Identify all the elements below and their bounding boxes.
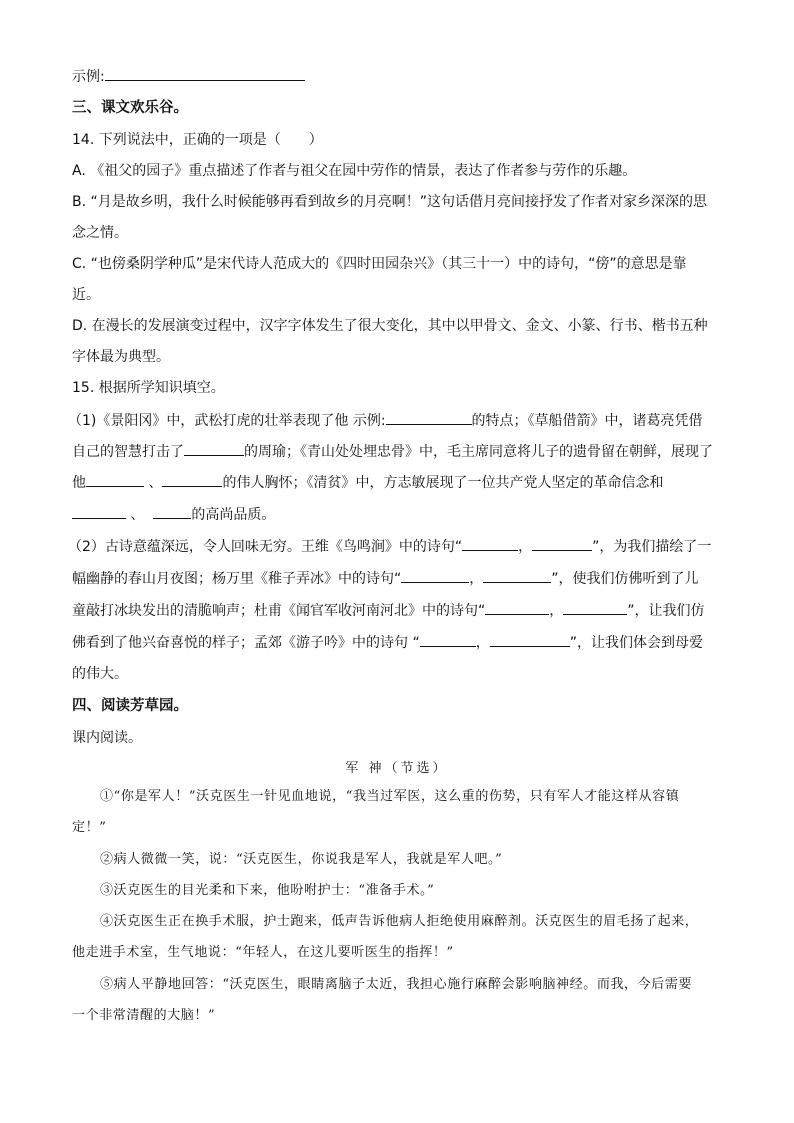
passage-paragraph-3: ③沃克医生的目光柔和下来，他吩咐护士：“准备手术。” <box>100 883 435 898</box>
passage-paragraph-4: ④沃克医生正在换手术服，护士跑来，低声告诉他病人拒绝使用麻醉剂。沃克医生的眉毛扬了起来， <box>100 914 699 929</box>
q14-stem: 14. 下列说法中，正确的一项是（ ） <box>72 132 323 148</box>
q15-text: ”，为我们描绘了一 <box>592 539 712 555</box>
answer-blank[interactable] <box>532 536 592 551</box>
q14-option-d: D. 在漫长的发展演变过程中，汉字字体发生了很大变化，其中以甲骨文、金文、小篆、行书、楷书五种 <box>72 318 708 334</box>
q15-text: 他 <box>72 475 86 491</box>
section-3-heading: 三、课文欢乐谷。 <box>72 100 188 116</box>
q15-part2-line2 <box>72 568 722 589</box>
passage-paragraph-5-cont: 一个非常清醒的大脑！” <box>72 1008 216 1023</box>
q15-text: ”，使我们仿佛听到了儿 <box>551 571 699 587</box>
q15-text: 、 <box>144 475 163 491</box>
q15-text: 佛看到了他兴奋喜悦的样子；孟郊《游子吟》中的诗句 “ <box>72 635 420 651</box>
answer-blank[interactable] <box>72 504 126 519</box>
answer-blank[interactable] <box>483 568 551 583</box>
q14-option-d-cont: 字体最为典型。 <box>72 349 170 365</box>
passage-title: 军 神（节选） <box>345 761 449 776</box>
q15-text: 的特点；《草船借箭》中，诸葛亮凭借 <box>471 413 703 429</box>
section-4-subheading: 课内阅读。 <box>72 730 142 746</box>
passage-paragraph-2: ②病人微微一笑，说：“沃克医生，你说我是军人，我就是军人吧。” <box>100 852 503 867</box>
q15-text: ， <box>518 539 533 555</box>
answer-blank[interactable] <box>420 632 476 647</box>
q15-text: （2）古诗意蕴深远，令人回味无穷。王维《鸟鸣涧》中的诗句“ <box>68 539 463 555</box>
q15-text: 自己的智慧打击了 <box>72 444 184 460</box>
q15-text: 的伟人胸怀；《清贫》中，方志敏展现了一位共产党人坚定的革命信念和 <box>222 475 664 491</box>
q15-text: ， <box>549 603 564 619</box>
answer-blank[interactable] <box>386 410 472 425</box>
answer-blank[interactable] <box>485 600 549 615</box>
q14-option-c-cont: 近。 <box>72 287 100 303</box>
passage-paragraph-5: ⑤病人平静地回答：“沃克医生，眼睛离脑子太近，我担心施行麻醉会影响脑神经。而我，今后需要 <box>100 977 693 992</box>
q14-option-a: A. 《祖父的园子》重点描述了作者与祖父在园中劳作的情景，表达了作者参与劳作的乐趣。 <box>72 163 637 179</box>
answer-blank[interactable] <box>401 568 469 583</box>
q14-option-c: C. “也傍桑阴学种瓜”是宋代诗人范成大的《四时田园杂兴》（其三十一）中的诗句，“傍”的意思是靠 <box>72 256 687 272</box>
q15-part1-line3 <box>72 472 722 493</box>
answer-blank[interactable] <box>490 632 570 647</box>
q15-text: ”，让我们体会到母爱 <box>569 635 703 651</box>
passage-paragraph-1-cont: 定！” <box>72 820 107 835</box>
section-4-heading: 四、阅读芳草园。 <box>72 698 188 714</box>
passage-paragraph-1: ①“你是军人！”沃克医生一针见血地说，“我当过军医，这么重的伤势，只有军人才能这样从容镇 <box>100 789 680 804</box>
q14-option-b: B. “月是故乡明，我什么时候能够再看到故乡的月亮啊！”这句话借月亮间接抒发了作者对家乡深深的思 <box>72 194 708 210</box>
q15-stem: 15. 根据所学知识填空。 <box>72 380 225 396</box>
q15-part2-line5: 的伟大。 <box>72 666 128 682</box>
answer-blank[interactable] <box>153 504 191 519</box>
answer-blank[interactable] <box>462 536 518 551</box>
answer-blank[interactable] <box>162 472 222 487</box>
q15-text: 的高尚品质。 <box>191 507 276 523</box>
answer-blank[interactable] <box>105 66 305 81</box>
example-line <box>72 66 722 87</box>
q15-part1-line4 <box>72 504 722 525</box>
q15-text: 的周瑜；《青山处处埋忠骨》中，毛主席同意将儿子的遗骨留在朝鲜，展现了 <box>244 444 713 460</box>
q15-text: （1)《景阳冈》中，武松打虎的壮举表现了他 示例: <box>68 413 386 429</box>
q15-part2-line1 <box>68 536 718 557</box>
answer-blank[interactable] <box>86 472 144 487</box>
q15-text: 童敲打冰块发出的清脆响声；杜甫《闻官军收河南河北》中的诗句“ <box>72 603 486 619</box>
q15-text: ， <box>469 571 484 587</box>
q15-text: 幅幽静的春山月夜图；杨万里《稚子弄冰》中的诗句“ <box>72 571 402 587</box>
answer-blank[interactable] <box>184 441 244 456</box>
q15-part1-line2 <box>72 441 722 462</box>
q15-part1-line1 <box>68 410 718 431</box>
example-label: 示例: <box>72 69 105 85</box>
q15-text: 、 <box>126 507 145 523</box>
q15-text: ， <box>475 635 490 651</box>
q15-part2-line3 <box>72 600 722 621</box>
q14-option-b-cont: 念之情。 <box>72 225 128 241</box>
answer-blank[interactable] <box>563 600 627 615</box>
q15-text: ”，让我们仿 <box>627 603 705 619</box>
q15-part2-line4 <box>72 632 722 653</box>
passage-paragraph-4-cont: 他走进手术室，生气地说：“年轻人，在这儿要听医生的指挥！” <box>72 945 454 960</box>
